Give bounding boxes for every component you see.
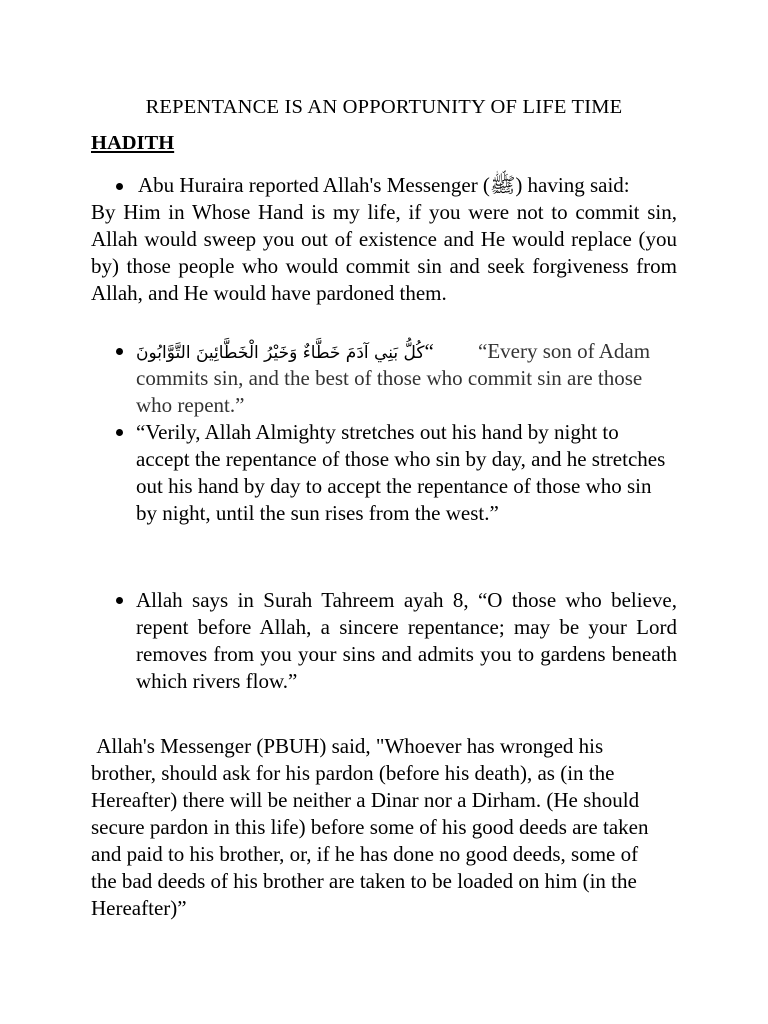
bullet-icon <box>116 597 123 604</box>
bullet-icon <box>116 348 123 355</box>
closing-hadith: Allah's Messenger (PBUH) said, "Whoever has wronged his brother, should ask for his pardon (before his death), as (in the Hereafter) there will be neither a Dinar nor a Dirham. (He should secure pardon in this life) before some of his good deeds are taken and paid to his brother, or, if he has done no good deeds, some of the bad deeds of his brother are taken to be loaded on him (in the Hereafter)” <box>91 734 654 920</box>
hadith-2-english-start: “Every son of Adam <box>478 339 651 363</box>
bullet-icon <box>116 429 123 436</box>
hadith-1-first-line: Abu Huraira reported Allah's Messenger (ﷺ) having said: <box>138 173 630 197</box>
hadith-1-body: By Him in Whose Hand is my life, if you were not to commit sin, Allah would sweep you out of existence and He would replace (you by) those people who would commit sin and seek forgiveness from Allah, and He would have pardoned them. <box>91 200 677 305</box>
hadith-2-first-line <box>136 338 676 367</box>
bullet-icon <box>116 183 123 190</box>
arabic-text: كُلُّ بَنِي آدَمَ خَطَّاءٌ وَخَيْرُ الْخَطَّائِينَ التَّوَّابُونَ <box>136 343 425 363</box>
page-title: REPENTANCE IS AN OPPORTUNITY OF LIFE TIME <box>145 96 623 118</box>
hadith-3-body: “Verily, Allah Almighty stretches out his hand by night to accept the repentance of those who sin by day, and he stretches out his hand by day to accept the repentance of those who sin by night, until the sun rises from the west.” <box>136 420 666 525</box>
arabic-quote: “ <box>424 339 434 363</box>
hadith-2-body: commits sin, and the best of those who commit sin are those who repent.” <box>136 366 643 417</box>
ayah-body: Allah says in Surah Tahreem ayah 8, “O those who believe, repent before Allah, a sincere repentance; may be your Lord removes from you your sins and admits you to gardens beneath which rivers flow.” <box>136 588 677 693</box>
section-heading: HADITH <box>91 132 175 154</box>
